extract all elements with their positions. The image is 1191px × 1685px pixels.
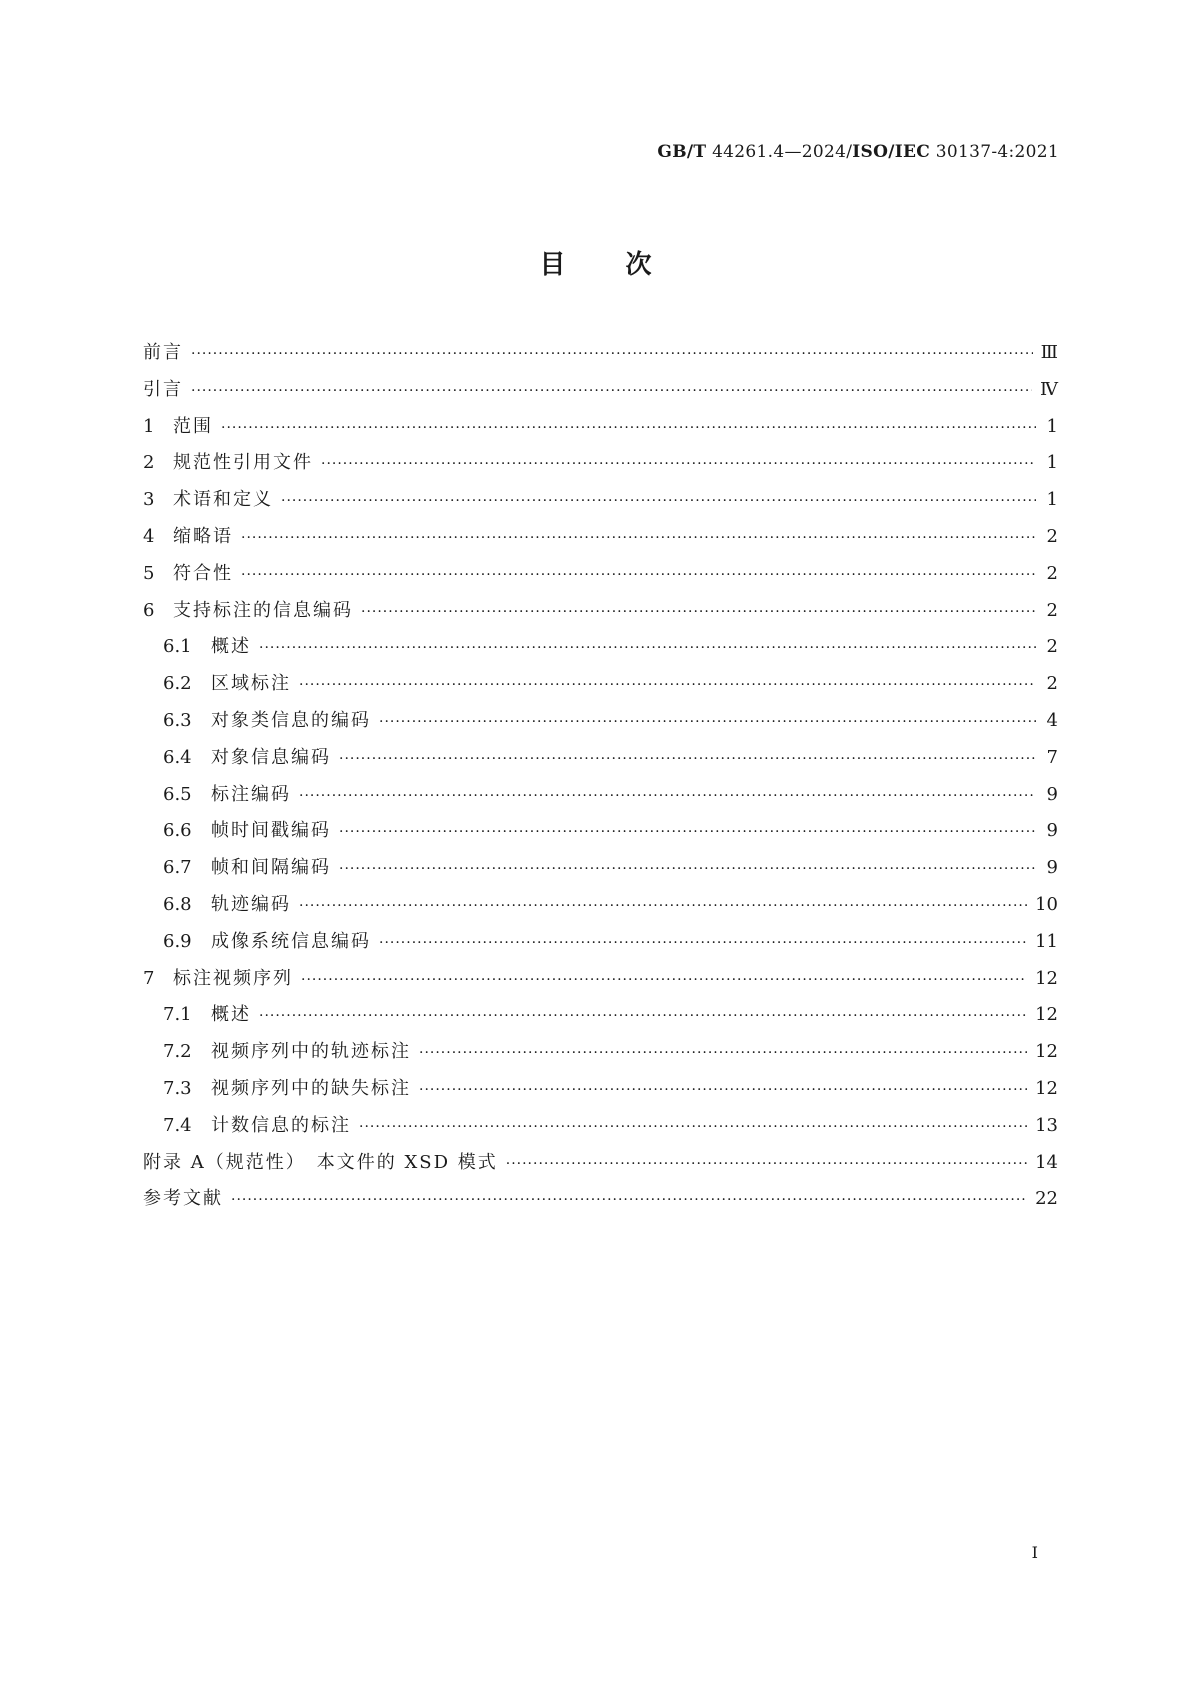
toc-entry-label: 规范性引用文件: [173, 452, 313, 474]
toc-entry-page: Ⅳ: [1040, 378, 1058, 400]
toc-entry-page: 22: [1035, 1188, 1058, 1210]
toc-leader-dots: [191, 383, 1032, 399]
toc-entry-label: 支持标注的信息编码: [173, 599, 353, 621]
toc-entry[interactable]: [143, 964, 1058, 1001]
toc-entry-page: 12: [1035, 1077, 1058, 1099]
toc-entry-page: 11: [1035, 930, 1058, 952]
toc-entry-label: 视频序列中的缺失标注: [211, 1077, 411, 1099]
toc-entry-label: 区域标注: [211, 673, 291, 695]
toc-entry-page: 4: [1046, 709, 1058, 731]
toc-entry-label: 计数信息的标注: [211, 1114, 351, 1136]
toc-leader-dots: [339, 751, 1036, 767]
toc-leader-dots: [221, 420, 1036, 436]
toc-entry[interactable]: [143, 1184, 1058, 1221]
standard-header: [657, 142, 1059, 162]
toc-entry[interactable]: [143, 927, 1058, 964]
toc-leader-dots: [379, 714, 1036, 730]
toc-leader-dots: [281, 493, 1036, 509]
toc-leader-dots: [419, 1082, 1027, 1098]
toc-entry-page: 2: [1046, 562, 1058, 584]
toc-entry[interactable]: [143, 1037, 1058, 1074]
toc-entry-label: 轨迹编码: [211, 893, 291, 915]
toc-entry[interactable]: [143, 596, 1058, 633]
toc-leader-dots: [339, 861, 1036, 877]
toc-leader-dots: [241, 530, 1036, 546]
toc-entry-label: 引言: [143, 378, 183, 400]
toc-entry-number: 7.2: [163, 1041, 192, 1063]
toc-leader-dots: [301, 972, 1027, 988]
toc-entry-label: 概述: [211, 1004, 251, 1026]
toc-entry-page: 12: [1035, 1004, 1058, 1026]
toc-entry-number: 7.1: [163, 1004, 192, 1026]
toc-entry-label: 帧时间戳编码: [211, 820, 331, 842]
toc-leader-dots: [299, 788, 1036, 804]
toc-leader-dots: [339, 824, 1036, 840]
toc-entry-page: 12: [1035, 1041, 1058, 1063]
toc-entry[interactable]: [143, 412, 1058, 449]
toc-entry-number: 6.5: [163, 783, 192, 805]
toc-entry[interactable]: [143, 816, 1058, 853]
toc-entry-number: 6.8: [163, 893, 192, 915]
iso-prefix: ISO/IEC: [852, 142, 931, 162]
toc-entry-number: 6.7: [163, 857, 192, 879]
toc-entry-number: 6.4: [163, 746, 192, 768]
toc-entry[interactable]: [143, 706, 1058, 743]
toc-leader-dots: [321, 456, 1036, 472]
toc-entry-page: 9: [1046, 820, 1058, 842]
toc-entry-number: 7.3: [163, 1077, 192, 1099]
toc-entry-number: 3: [143, 489, 155, 511]
toc-entry-page: 10: [1035, 893, 1058, 915]
toc-entry-label: 参考文献: [143, 1188, 223, 1210]
toc-entry-label: 前言: [143, 342, 183, 363]
toc-entry[interactable]: [143, 669, 1058, 706]
toc-entry-label: 术语和定义: [173, 489, 273, 511]
toc-entry-number: 7.4: [163, 1114, 192, 1136]
toc-entry-page: 1: [1046, 452, 1058, 474]
toc-entry[interactable]: [143, 632, 1058, 669]
toc-entry-number: 2: [143, 452, 155, 474]
toc-entry[interactable]: [143, 853, 1058, 890]
toc-entry-number: 4: [143, 525, 155, 547]
toc-entry-page: 14: [1035, 1151, 1058, 1173]
toc-leader-dots: [259, 1008, 1027, 1024]
toc-entry-page: 1: [1046, 415, 1058, 437]
toc-entry-number: 6.3: [163, 709, 192, 731]
toc-entry[interactable]: [143, 780, 1058, 817]
toc-entry-page: 12: [1035, 967, 1058, 989]
toc-entry-page: 2: [1046, 599, 1058, 621]
toc-leader-dots: [419, 1045, 1027, 1061]
toc-entry-label: 符合性: [173, 562, 233, 584]
toc-entry-number: 6.1: [163, 636, 192, 658]
toc-entry-number: 6.2: [163, 673, 192, 695]
toc-entry-label: 成像系统信息编码: [211, 930, 371, 952]
toc-leader-dots: [299, 677, 1036, 693]
toc-entry-label: 缩略语: [173, 525, 233, 547]
toc-entry-page: 9: [1046, 857, 1058, 879]
toc-entry[interactable]: [143, 448, 1058, 485]
toc-leader-dots: [231, 1192, 1027, 1208]
toc-entry-label: 标注视频序列: [173, 967, 293, 989]
toc-entry-number: 6.9: [163, 930, 192, 952]
toc-entry[interactable]: [143, 485, 1058, 522]
toc-entry-label: 概述: [211, 636, 251, 658]
toc-entry-number: 1: [143, 415, 155, 437]
toc-leader-dots: [361, 604, 1036, 620]
toc-entry-page: 9: [1046, 783, 1058, 805]
toc-entry[interactable]: [143, 1074, 1058, 1111]
page-title: 目次: [539, 250, 712, 280]
toc-entry[interactable]: [143, 743, 1058, 780]
toc-entry-label: 范围: [173, 415, 213, 437]
toc-entry-page: Ⅲ: [1040, 342, 1058, 363]
toc-entry[interactable]: [143, 1111, 1058, 1148]
toc-leader-dots: [359, 1119, 1027, 1135]
toc-entry[interactable]: [143, 559, 1058, 596]
toc-entry[interactable]: [143, 522, 1058, 559]
toc-leader-dots: [506, 1156, 1027, 1172]
toc-entry-label: 视频序列中的轨迹标注: [211, 1041, 411, 1063]
toc-entry-page: 2: [1046, 636, 1058, 658]
toc-entry-label: 附录 A（规范性） 本文件的 XSD 模式: [143, 1151, 498, 1173]
toc-entry-label: 标注编码: [211, 783, 291, 805]
toc-entry-page: 7: [1046, 746, 1058, 768]
toc-leader-dots: [191, 346, 1033, 362]
page-number: Ⅰ: [1031, 1543, 1038, 1562]
std-code: 44261.4—2024/: [706, 142, 853, 162]
table-of-contents: [143, 338, 1058, 1221]
toc-entry[interactable]: [143, 890, 1058, 927]
toc-entry[interactable]: [143, 375, 1058, 412]
toc-entry-page: 2: [1046, 673, 1058, 695]
toc-leader-dots: [299, 898, 1027, 914]
toc-leader-dots: [259, 640, 1036, 656]
toc-entry[interactable]: [143, 338, 1058, 375]
toc-entry-page: 1: [1046, 489, 1058, 511]
toc-entry-label: 对象类信息的编码: [211, 709, 371, 731]
toc-entry-number: 7: [143, 967, 155, 989]
toc-entry-number: 6.6: [163, 820, 192, 842]
toc-entry-number: 5: [143, 562, 155, 584]
toc-leader-dots: [379, 935, 1027, 951]
toc-entry-page: 13: [1035, 1114, 1058, 1136]
toc-leader-dots: [241, 567, 1036, 583]
toc-entry-number: 6: [143, 599, 155, 621]
toc-entry[interactable]: [143, 1000, 1058, 1037]
toc-entry[interactable]: [143, 1148, 1058, 1185]
toc-entry-label: 帧和间隔编码: [211, 857, 331, 879]
iso-code: 30137-4:2021: [930, 142, 1059, 162]
toc-entry-label: 对象信息编码: [211, 746, 331, 768]
toc-entry-page: 2: [1046, 525, 1058, 547]
std-prefix: GB/T: [657, 142, 707, 162]
